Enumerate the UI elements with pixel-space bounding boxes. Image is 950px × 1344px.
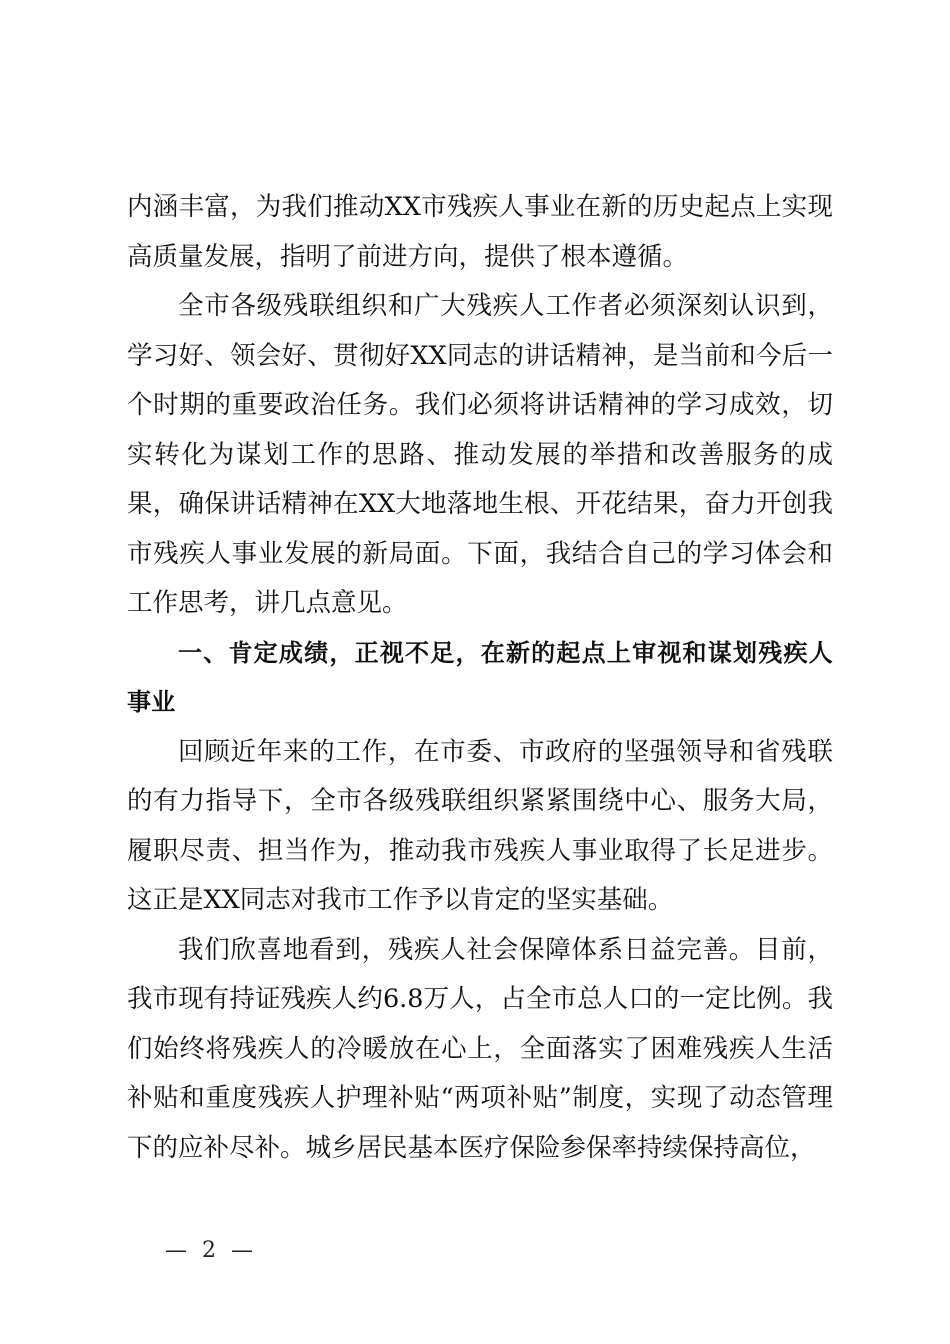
paragraph-review-achievements: 回顾近年来的工作，在市委、市政府的坚强领导和省残联的有力指导下，全市各级残联组织紧紧围绕中心、服务大局，履职尽责、担当作为，推动我市残疾人事业取得了长足进步。这正是XX同志对我市工作予以肯定的坚实基础。 xyxy=(127,736,833,915)
page-number: — 2 — xyxy=(165,1238,257,1263)
paragraph-continuation: 内涵丰富，为我们推动XX市残疾人事业在新的历史起点上实现高质量发展，指明了前进方向，提供了根本遵循。 xyxy=(127,192,833,272)
paragraph-social-security: 我们欣喜地看到，残疾人社会保障体系日益完善。目前，我市现有持证残疾人约6.8万人，占全市总人口的一定比例。我们始终将残疾人的冷暖放在心上，全面落实了困难残疾人生活补贴和重度残疾人护理补贴“两项补贴”制度，实现了动态管理下的应补尽补。城乡居民基本医疗保险参保率持续保持高位， xyxy=(127,934,833,1163)
document-body xyxy=(127,183,833,1173)
paragraph-study-importance: 全市各级残联组织和广大残疾人工作者必须深刻认识到，学习好、领会好、贯彻好XX同志的讲话精神，是当前和今后一个时期的重要政治任务。我们必须将讲话精神的学习成效，切实转化为谋划工作的思路、推动发展的举措和改善服务的成果，确保讲话精神在XX大地落地生根、开花结果，奋力开创我市残疾人事业发展的新局面。下面，我结合自己的学习体会和工作思考，讲几点意见。 xyxy=(127,291,833,618)
section-heading-one: 一、肯定成绩，正视不足，在新的起点上审视和谋划残疾人事业 xyxy=(127,638,833,716)
